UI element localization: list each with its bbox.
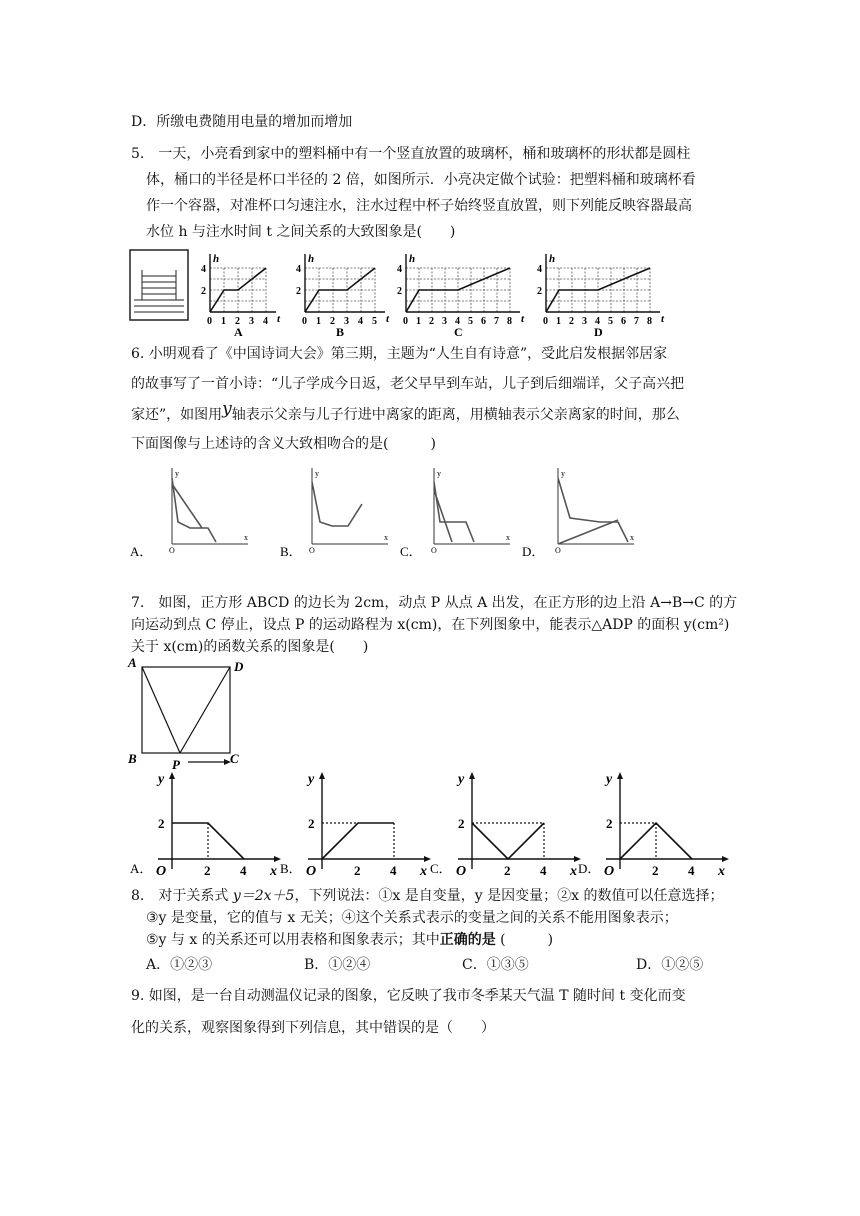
svg-text:h: h [409,253,416,265]
q7-line-3: 关于 x(cm)的函数关系的图象是( ) [131,639,369,655]
svg-text:4: 4 [455,316,460,327]
svg-text:3: 3 [249,316,254,327]
q6-option-c [400,468,510,559]
svg-text:y: y [315,469,319,478]
q5-graph-options [200,234,665,339]
svg-text:0: 0 [403,316,408,327]
svg-text:O: O [156,864,167,879]
svg-text:O: O [169,546,175,555]
svg-text:0: 0 [207,316,212,327]
svg-text:x: x [384,533,388,542]
svg-text:y: y [561,469,565,478]
svg-text:t: t [521,313,525,325]
q7-line-2: 向运动到点 C 停止，设点 P 的运动路程为 x(cm)，在下列图象中，能表示△ADP 的面积 y(cm²) [131,617,730,633]
svg-text:A: A [234,325,243,339]
svg-text:3: 3 [442,316,447,327]
q8-line-2: ③y 是变量，它的值与 x 无关；④这个关系式表示的变量之间的关系不能用图象表示； [146,910,678,926]
svg-text:2: 2 [354,863,361,878]
svg-text:O: O [456,864,467,879]
svg-text:O: O [555,546,561,555]
q7-function-line [322,823,394,859]
svg-text:h: h [549,253,556,265]
svg-text:x: x [244,533,248,542]
svg-text:2: 2 [652,863,659,878]
q7-option-b [280,772,431,879]
svg-text:C．: C． [400,544,422,559]
svg-text:x: x [420,864,427,879]
svg-text:2: 2 [201,286,206,297]
svg-text:5: 5 [372,316,377,327]
svg-text:0: 0 [543,316,548,327]
svg-text:4: 4 [296,264,301,275]
square-abcd-figure [128,655,248,775]
vertex-a-label: A [128,655,137,670]
q8-choice-b: B．①②④ [304,957,371,973]
q5-line-1: 5. 一天，小亮看到家中的塑料桶中有一个竖直放置的玻璃杯，桶和玻璃杯的形状都是圆柱 [131,146,691,162]
svg-text:2: 2 [458,816,465,831]
q8-line-1: 8. 对于关系式 y＝2x＋5，下列说法：①x 是自变量，y 是因变量；②x 的数值可以任意选择； [131,888,724,904]
svg-text:y: y [175,469,179,478]
svg-text:y: y [308,772,315,787]
q7-option-d [578,772,729,879]
q6-line-3: 家还”，如图用y轴表示父亲与儿子行进中离家的距离，用横轴表示父亲离家的时间，那么 [131,399,680,423]
q5-graph-c [397,253,525,339]
q5-line-2: 体，桶口的半径是杯口半径的 2 倍，如图所示．小亮决定做个试验：把塑料桶和玻璃杯看 [146,172,696,188]
q6-line-2: 的故事写了一首小诗：“儿子学成今日返，老父早早到车站，儿子到后细端详，父子高兴把 [131,376,685,392]
svg-text:D．: D． [522,544,545,559]
svg-text:2: 2 [397,286,402,297]
svg-text:4: 4 [397,264,402,275]
svg-text:2: 2 [308,816,315,831]
svg-text:6: 6 [481,316,486,327]
svg-text:4: 4 [688,863,695,878]
svg-text:x: x [630,533,634,542]
svg-text:2: 2 [537,286,542,297]
q6-graph-options [130,464,650,564]
q9-line-2: 化的关系，观察图象得到下列信息，其中错误的是（ ） [131,1020,495,1036]
svg-text:2: 2 [235,316,240,327]
svg-text:4: 4 [240,863,247,878]
svg-text:4: 4 [390,863,397,878]
svg-text:4: 4 [358,316,363,327]
svg-text:2: 2 [158,816,165,831]
svg-text:y: y [158,772,165,787]
svg-text:A．: A． [130,861,153,876]
q7-option-c [430,772,581,879]
svg-text:5: 5 [608,316,613,327]
svg-text:C: C [454,325,463,339]
q5-graph-b [296,253,390,339]
svg-text:8: 8 [507,316,512,327]
svg-text:x: x [506,533,510,542]
vertex-c-label: C [230,751,239,766]
svg-text:B: B [336,325,345,339]
bucket-cup-figure [128,238,192,322]
svg-text:7: 7 [494,316,499,327]
svg-text:h: h [213,253,220,265]
svg-text:x: x [270,864,277,879]
svg-text:2: 2 [296,286,301,297]
svg-text:4: 4 [263,316,268,327]
svg-text:x: x [718,864,725,879]
q6-line-1: 6. 小明观看了《中国诗词大会》第三期，主题为“人生自有诗意”，受此启发根据邻居家 [131,346,668,362]
svg-text:C．: C． [430,861,452,876]
svg-text:O: O [306,864,317,879]
svg-text:6: 6 [621,316,626,327]
q8-choice-c: C．①③⑤ [462,957,529,973]
svg-text:t: t [386,313,390,325]
q8-line-3: ⑤y 与 x 的关系还可以用表格和图象表示；其中正确的是 ( ) [146,932,554,948]
svg-text:2: 2 [569,316,574,327]
q5-line-4: 水位 h 与注水时间 t 之间关系的大致图象是( ) [146,224,456,240]
svg-text:D．: D． [578,861,601,876]
svg-text:h: h [308,253,315,265]
q6-option-d [522,468,634,559]
q9-line-1: 9. 如图，是一台自动测温仪记录的图象，它反映了我市冬季某天气温 T 随时间 t 变化而变 [131,988,686,1004]
svg-text:8: 8 [647,316,652,327]
svg-text:5: 5 [468,316,473,327]
svg-text:4: 4 [540,863,547,878]
svg-text:y: y [437,469,441,478]
q5-graph-d [537,253,665,339]
svg-text:O: O [604,864,615,879]
svg-text:4: 4 [595,316,600,327]
q4-option-d: D．所缴电费随用电量的增加而增加 [131,114,353,130]
svg-text:1: 1 [416,316,421,327]
svg-text:4: 4 [201,264,206,275]
svg-text:7: 7 [634,316,639,327]
point-p-label: P [172,757,180,772]
svg-text:t: t [661,313,665,325]
svg-text:1: 1 [221,316,226,327]
vertex-d-label: D [234,659,244,674]
q7-line-1: 7. 如图，正方形 ABCD 的边长为 2cm，动点 P 从点 A 出发，在正方形的边上沿 A→B→C 的方 [131,595,738,611]
q8-choice-d: D．①②⑤ [636,957,704,973]
svg-text:2: 2 [330,316,335,327]
svg-text:D: D [594,325,603,339]
svg-text:t: t [277,313,281,325]
svg-text:O: O [431,546,437,555]
q7-graph-options [130,765,725,880]
svg-text:O: O [309,546,315,555]
svg-text:B．: B． [280,861,302,876]
svg-text:1: 1 [556,316,561,327]
svg-text:0: 0 [302,316,307,327]
svg-text:3: 3 [582,316,587,327]
svg-text:2: 2 [504,863,511,878]
q5-graph-a [201,253,281,339]
svg-text:2: 2 [429,316,434,327]
svg-text:y: y [606,772,613,787]
q7-function-line [472,823,544,859]
svg-text:3: 3 [344,316,349,327]
svg-text:x: x [570,864,577,879]
svg-text:A．: A． [130,544,153,559]
svg-text:y: y [458,772,465,787]
svg-text:1: 1 [316,316,321,327]
q5-line-3: 作一个容器，对准杯口匀速注水，注水过程中杯子始终竖直放置，则下列能反映容器最高 [146,198,692,214]
svg-text:B．: B． [280,544,302,559]
q6-line-4: 下面图像与上述诗的含义大致相吻合的是( ) [131,436,436,452]
q6-option-b [280,468,388,559]
q6-option-a [130,468,248,559]
svg-text:4: 4 [537,264,542,275]
q7-option-a [130,772,281,879]
svg-text:2: 2 [204,863,211,878]
svg-text:2: 2 [606,816,613,831]
q8-choice-a: A．①②③ [146,957,213,973]
vertex-b-label: B [128,751,137,766]
